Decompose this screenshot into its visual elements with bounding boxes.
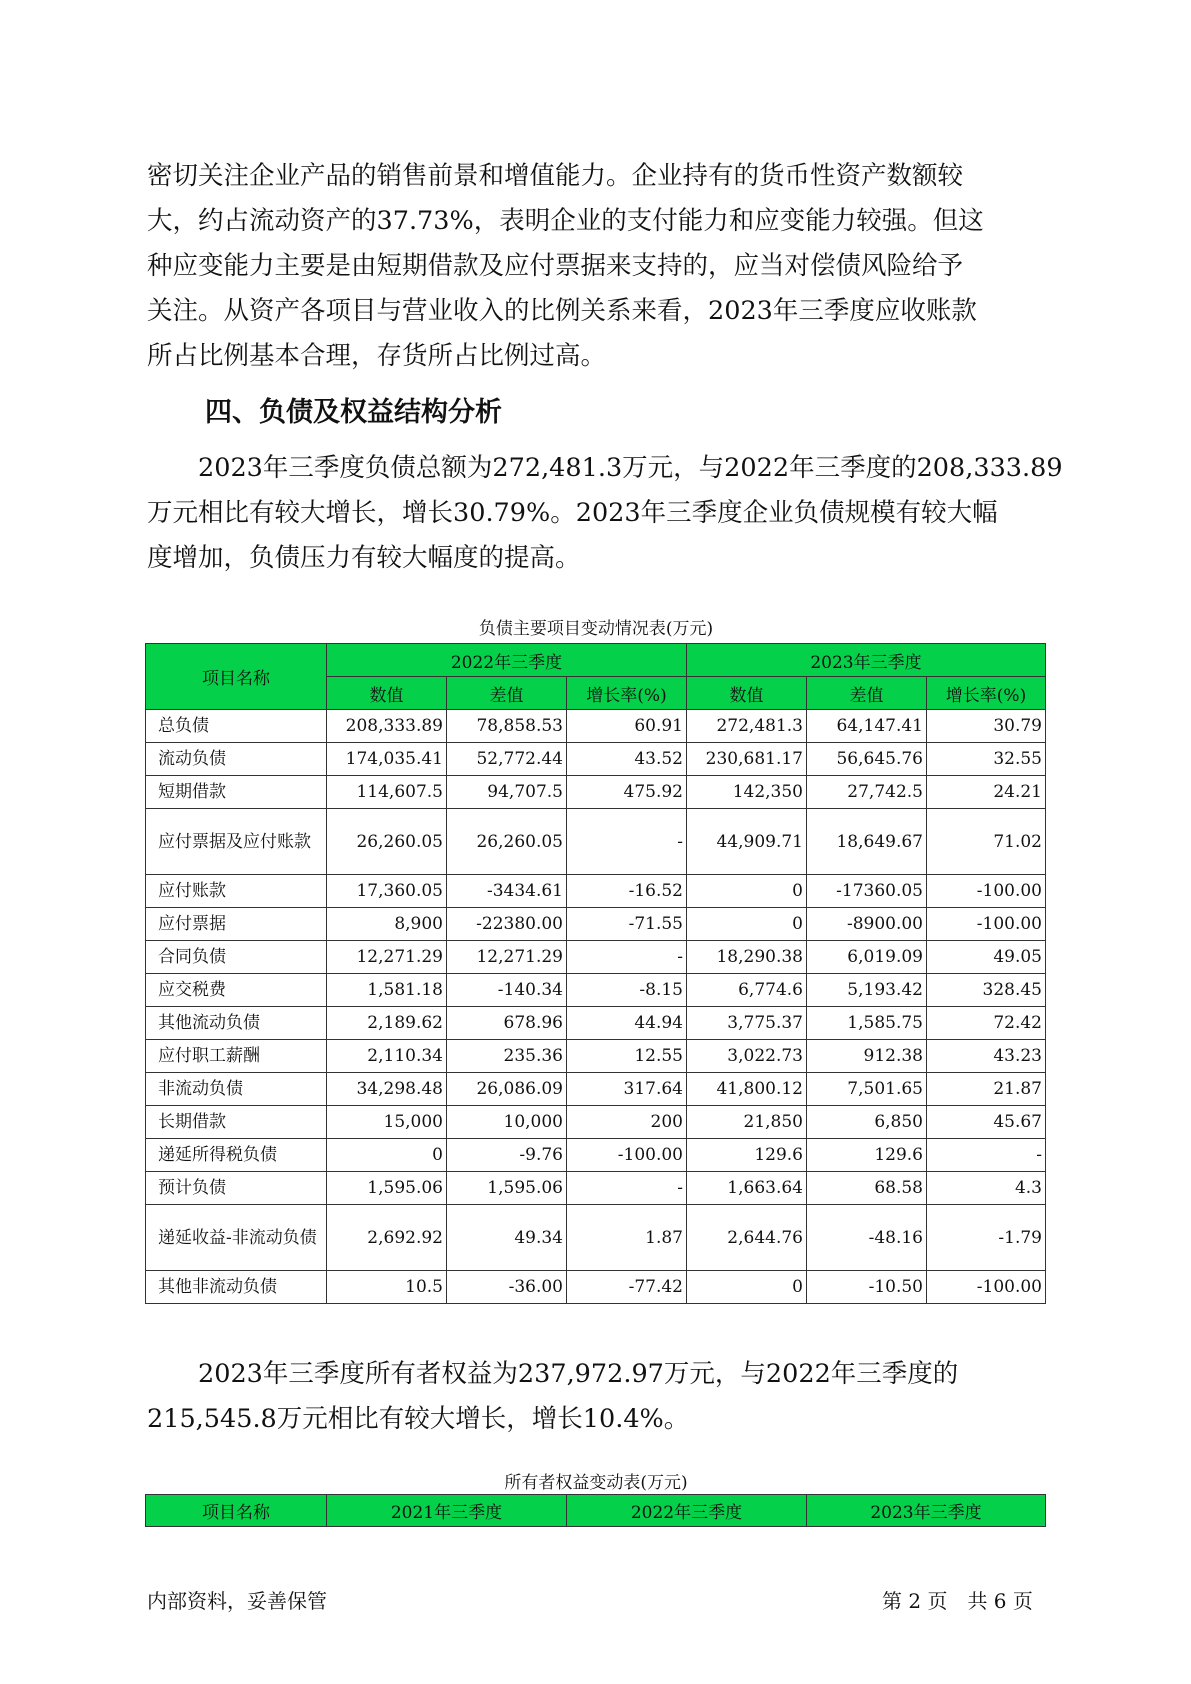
text-line: 万元相比有较大增长，增长30.79%。2023年三季度企业负债规模有较大幅 (147, 498, 998, 528)
text-line: 所占比例基本合理，存货所占比例过高。 (147, 341, 607, 371)
table-cell: 475.92 (567, 776, 687, 809)
table-cell: 230,681.17 (687, 743, 807, 776)
row-item-name: 应付账款 (146, 875, 327, 908)
row-item-name: 总负债 (146, 710, 327, 743)
table-cell: 129.6 (687, 1139, 807, 1172)
row-item-name: 预计负债 (146, 1172, 327, 1205)
table-cell: 0 (687, 908, 807, 941)
table-cell: - (567, 941, 687, 974)
table-row (146, 908, 1046, 941)
table-cell: 64,147.41 (807, 710, 927, 743)
text-line: 215,545.8万元相比有较大增长，增长10.4%。 (147, 1404, 690, 1434)
table-cell: -10.50 (807, 1271, 927, 1304)
table-cell: 1,595.06 (447, 1172, 567, 1205)
column-header-2021: 2021年三季度 (327, 1495, 567, 1527)
table-cell: 30.79 (927, 710, 1046, 743)
table-row (146, 941, 1046, 974)
table-cell: 3,022.73 (687, 1040, 807, 1073)
row-item-name: 长期借款 (146, 1106, 327, 1139)
table-cell: 43.23 (927, 1040, 1046, 1073)
table-cell: 2,110.34 (327, 1040, 447, 1073)
table-cell: -22380.00 (447, 908, 567, 941)
table-cell: 94,707.5 (447, 776, 567, 809)
text-line: 种应变能力主要是由短期借款及应付票据来支持的，应当对偿债风险给予 (147, 251, 964, 281)
table-cell: -100.00 (927, 908, 1046, 941)
table-cell: -17360.05 (807, 875, 927, 908)
table-row (146, 1007, 1046, 1040)
table-cell: 41,800.12 (687, 1073, 807, 1106)
table-cell: 328.45 (927, 974, 1046, 1007)
table-body (146, 710, 1046, 1304)
table-cell: 49.34 (447, 1205, 567, 1271)
table-cell: 24.21 (927, 776, 1046, 809)
row-item-name: 合同负债 (146, 941, 327, 974)
table-cell: 317.64 (567, 1073, 687, 1106)
table-row (146, 776, 1046, 809)
table-cell: 12,271.29 (447, 941, 567, 974)
section-heading: 四、负债及权益结构分析 (205, 397, 502, 428)
equity-table (145, 1494, 1046, 1527)
table-cell: 1,663.64 (687, 1172, 807, 1205)
table-cell: 208,333.89 (327, 710, 447, 743)
column-header-growth-rate: 增长率(%) (567, 677, 687, 710)
table-cell: 114,607.5 (327, 776, 447, 809)
table-cell: 78,858.53 (447, 710, 567, 743)
table-cell: -1.79 (927, 1205, 1046, 1271)
table-cell: 12,271.29 (327, 941, 447, 974)
text-line: 度增加，负债压力有较大幅度的提高。 (147, 543, 581, 573)
table-cell: 5,193.42 (807, 974, 927, 1007)
table-cell: -100.00 (927, 875, 1046, 908)
row-item-name: 其他流动负债 (146, 1007, 327, 1040)
table-cell: 21.87 (927, 1073, 1046, 1106)
table-cell: 4.3 (927, 1172, 1046, 1205)
column-header-period-2022: 2022年三季度 (327, 644, 687, 677)
table-cell: 15,000 (327, 1106, 447, 1139)
table-cell: 174,035.41 (327, 743, 447, 776)
row-item-name: 流动负债 (146, 743, 327, 776)
column-header-growth-rate: 增长率(%) (927, 677, 1046, 710)
table-row (146, 1205, 1046, 1271)
footer-confidential-note: 内部资料，妥善保管 (147, 1589, 327, 1613)
text-line: 2023年三季度负债总额为272,481.3万元，与2022年三季度的208,333.89 (147, 453, 1063, 483)
row-item-name: 应付票据 (146, 908, 327, 941)
table-cell: -100.00 (927, 1271, 1046, 1304)
table-cell: -8900.00 (807, 908, 927, 941)
column-header-value: 数值 (327, 677, 447, 710)
table-cell: 200 (567, 1106, 687, 1139)
column-header-2022: 2022年三季度 (567, 1495, 807, 1527)
table-cell: 272,481.3 (687, 710, 807, 743)
table-cell: 1,595.06 (327, 1172, 447, 1205)
text-line: 密切关注企业产品的销售前景和增值能力。企业持有的货币性资产数额较 (147, 161, 964, 191)
table-cell: 678.96 (447, 1007, 567, 1040)
table-cell: 0 (327, 1139, 447, 1172)
table-row (146, 1073, 1046, 1106)
table-row (146, 875, 1046, 908)
table-cell: 129.6 (807, 1139, 927, 1172)
table-cell: - (567, 809, 687, 875)
paragraph-liability-summary (147, 446, 1082, 581)
table-cell: - (927, 1139, 1046, 1172)
table-cell: 7,501.65 (807, 1073, 927, 1106)
table-caption-equity: 所有者权益变动表(万元) (504, 1473, 688, 1493)
row-item-name: 短期借款 (146, 776, 327, 809)
table-row (146, 974, 1046, 1007)
table-cell: 56,645.76 (807, 743, 927, 776)
row-item-name: 递延所得税负债 (146, 1139, 327, 1172)
table-cell: 18,290.38 (687, 941, 807, 974)
footer-page-number: 第 2 页 共 6 页 (882, 1589, 1033, 1613)
table-cell: 10,000 (447, 1106, 567, 1139)
text-line: 大，约占流动资产的37.73%，表明企业的支付能力和应变能力较强。但这 (147, 206, 984, 236)
table-cell: -71.55 (567, 908, 687, 941)
table-cell: 0 (687, 875, 807, 908)
table-cell: 12.55 (567, 1040, 687, 1073)
table-cell: 1.87 (567, 1205, 687, 1271)
table-cell: 21,850 (687, 1106, 807, 1139)
column-header-item-name: 项目名称 (146, 644, 327, 710)
table-cell: 6,774.6 (687, 974, 807, 1007)
table-cell: 26,260.05 (327, 809, 447, 875)
table-cell: -48.16 (807, 1205, 927, 1271)
table-cell: -77.42 (567, 1271, 687, 1304)
table-cell: 71.02 (927, 809, 1046, 875)
table-cell: 142,350 (687, 776, 807, 809)
table-cell: 2,189.62 (327, 1007, 447, 1040)
table-cell: 2,692.92 (327, 1205, 447, 1271)
table-cell: 0 (687, 1271, 807, 1304)
table-cell: 10.5 (327, 1271, 447, 1304)
column-header-value: 数值 (687, 677, 807, 710)
table-cell: 52,772.44 (447, 743, 567, 776)
table-row (146, 1139, 1046, 1172)
row-item-name: 应付票据及应付账款 (146, 809, 327, 875)
table-cell: 3,775.37 (687, 1007, 807, 1040)
table-cell: -9.76 (447, 1139, 567, 1172)
table-cell: -3434.61 (447, 875, 567, 908)
table-cell: 26,260.05 (447, 809, 567, 875)
table-cell: 72.42 (927, 1007, 1046, 1040)
table-cell: 912.38 (807, 1040, 927, 1073)
table-cell: 235.36 (447, 1040, 567, 1073)
table-cell: 6,019.09 (807, 941, 927, 974)
table-cell: 44,909.71 (687, 809, 807, 875)
table-cell: -8.15 (567, 974, 687, 1007)
table-header-row (146, 644, 1046, 677)
table-cell: -100.00 (567, 1139, 687, 1172)
table-cell: 68.58 (807, 1172, 927, 1205)
table-cell: 43.52 (567, 743, 687, 776)
table-cell: 26,086.09 (447, 1073, 567, 1106)
table-cell: -36.00 (447, 1271, 567, 1304)
table-cell: 1,581.18 (327, 974, 447, 1007)
paragraph-equity-summary (147, 1352, 1082, 1442)
table-cell: 27,742.5 (807, 776, 927, 809)
table-cell: 49.05 (927, 941, 1046, 974)
paragraph-asset-analysis (147, 154, 1082, 379)
liabilities-table (145, 643, 1046, 1304)
text-line: 关注。从资产各项目与营业收入的比例关系来看，2023年三季度应收账款 (147, 296, 977, 326)
table-row (146, 1172, 1046, 1205)
table-row (146, 1106, 1046, 1139)
table-cell: -16.52 (567, 875, 687, 908)
row-item-name: 递延收益-非流动负债 (146, 1205, 327, 1271)
column-header-period-2023: 2023年三季度 (687, 644, 1046, 677)
row-item-name: 其他非流动负债 (146, 1271, 327, 1304)
table-cell: 17,360.05 (327, 875, 447, 908)
table-row (146, 1271, 1046, 1304)
column-header-difference: 差值 (447, 677, 567, 710)
table-row (146, 809, 1046, 875)
table-cell: 18,649.67 (807, 809, 927, 875)
table-cell: - (567, 1172, 687, 1205)
table-cell: -140.34 (447, 974, 567, 1007)
text-line: 2023年三季度所有者权益为237,972.97万元，与2022年三季度的 (147, 1359, 959, 1389)
table-cell: 6,850 (807, 1106, 927, 1139)
table-cell: 8,900 (327, 908, 447, 941)
table-row (146, 1040, 1046, 1073)
column-header-item-name: 项目名称 (146, 1495, 327, 1527)
table-cell: 34,298.48 (327, 1073, 447, 1106)
table-row (146, 743, 1046, 776)
row-item-name: 应付职工薪酬 (146, 1040, 327, 1073)
row-item-name: 应交税费 (146, 974, 327, 1007)
table-cell: 60.91 (567, 710, 687, 743)
table-cell: 1,585.75 (807, 1007, 927, 1040)
table-row (146, 710, 1046, 743)
table-caption-liabilities: 负债主要项目变动情况表(万元) (478, 619, 714, 639)
table-cell: 44.94 (567, 1007, 687, 1040)
table-header-row (146, 1495, 1046, 1527)
row-item-name: 非流动负债 (146, 1073, 327, 1106)
table-cell: 45.67 (927, 1106, 1046, 1139)
column-header-difference: 差值 (807, 677, 927, 710)
table-cell: 32.55 (927, 743, 1046, 776)
table-cell: 2,644.76 (687, 1205, 807, 1271)
column-header-2023: 2023年三季度 (807, 1495, 1046, 1527)
